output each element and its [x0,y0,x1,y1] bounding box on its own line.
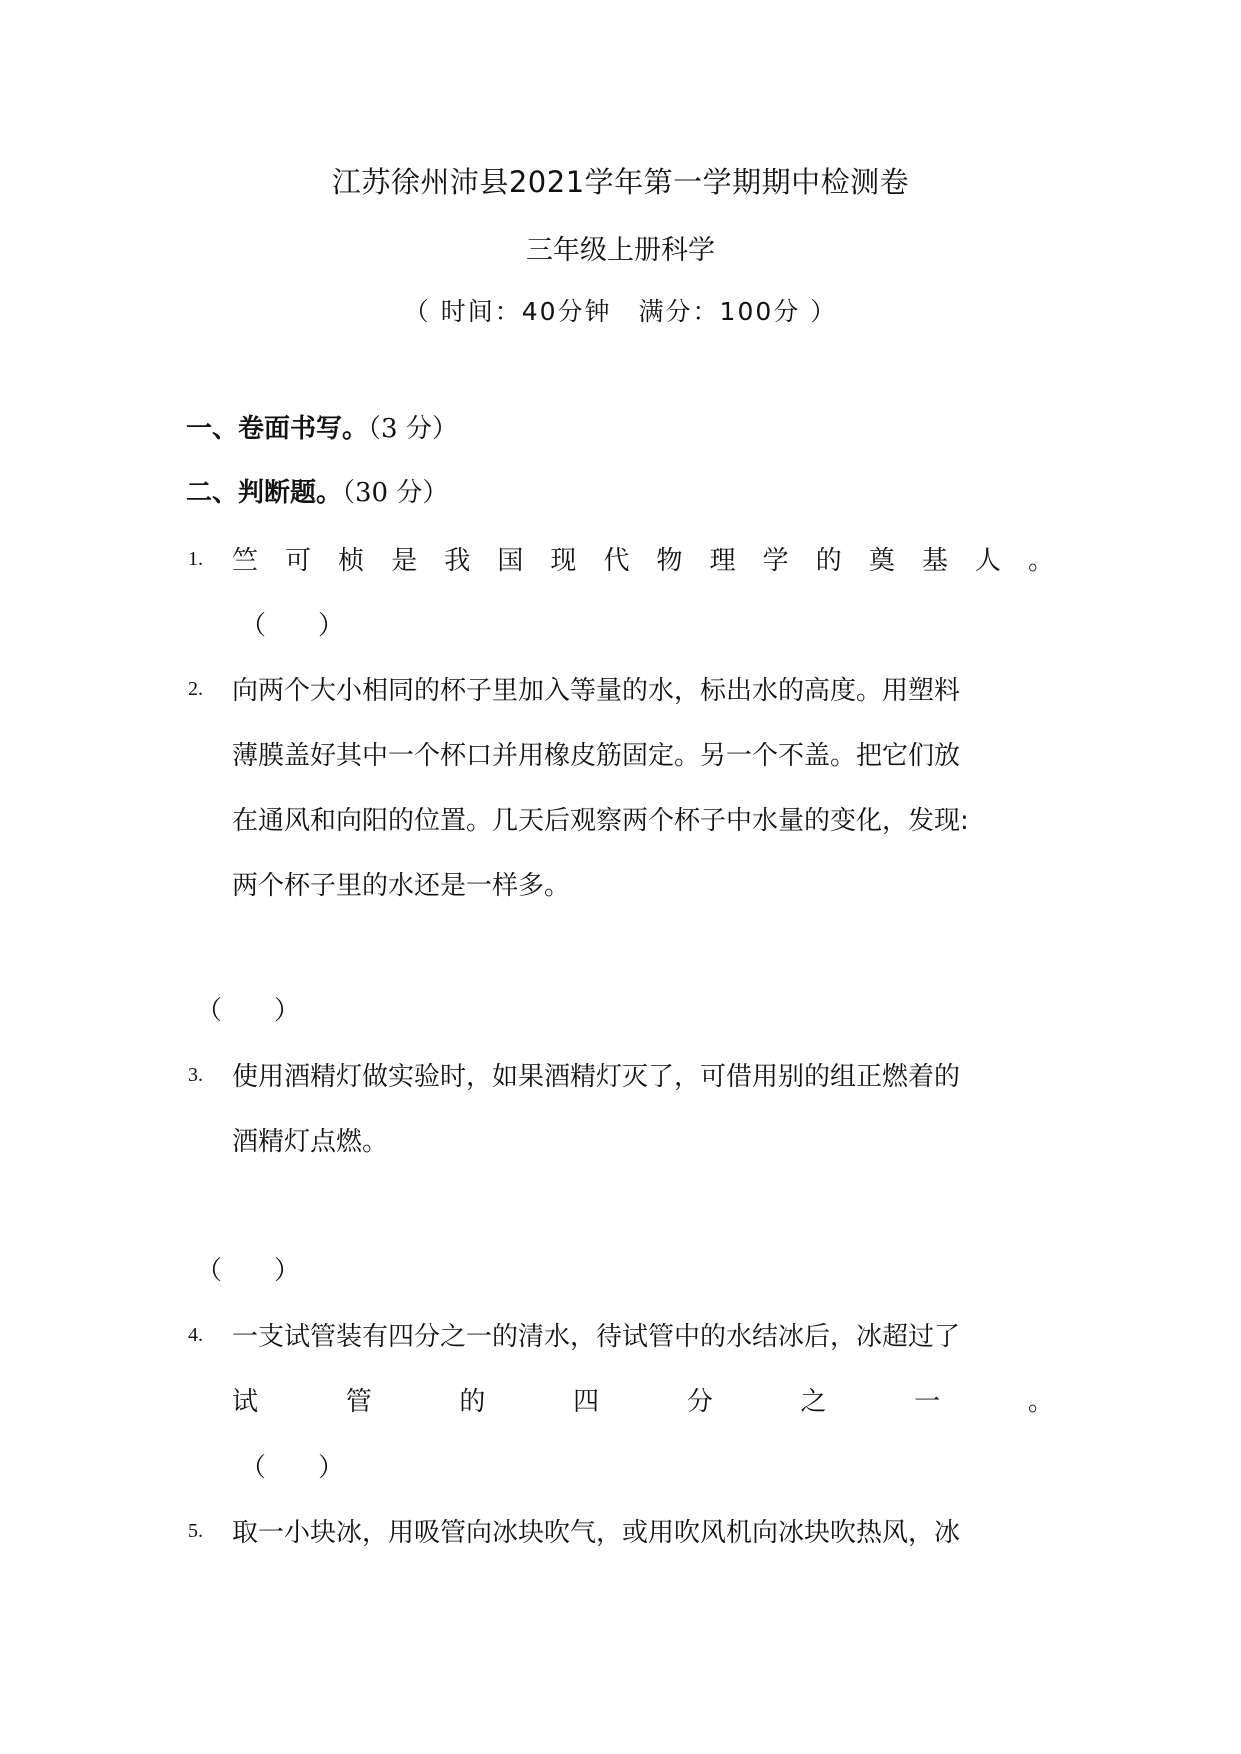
question-char: 代 [603,546,630,576]
question-char: 。 [1027,1387,1054,1417]
question-char: 竺 [232,546,259,576]
question-char: 管 [345,1387,372,1417]
question-char: 。 [1027,546,1054,576]
question-4-line: 一支试管装有四分之一的清水，待试管中的水结冰后，冰超过了 [232,1322,961,1352]
exam-subtitle: 三年级上册科学 [526,235,715,266]
question-char: 基 [921,546,948,576]
question-5-line: 取一小块冰，用吸管向冰块吹气，或用吹风机向冰块吹热风，冰 [232,1518,961,1548]
answer-parentheses[interactable]: （ ） [196,996,301,1026]
question-number: 2. [188,678,203,700]
exam-title: 江苏徐州沛县2021学年第一学期期中检测卷 [331,165,910,199]
question-char: 一 [914,1387,941,1417]
question-char: 试 [232,1387,259,1417]
question-char: 的 [459,1387,486,1417]
question-2-line: 向两个大小相同的杯子里加入等量的水，标出水的高度。用塑料 [232,676,961,706]
exam-time-score: （ 时间：40分钟 满分：100分 ） [403,297,838,326]
question-char: 桢 [338,546,365,576]
question-2-line: 薄膜盖好其中一个杯口并用橡皮筋固定。另一个不盖。把它们放 [232,741,961,771]
question-char: 理 [709,546,736,576]
section-points: （30 分） [342,478,449,508]
question-char: 分 [686,1387,713,1417]
question-char: 现 [550,546,577,576]
question-3-line: 酒精灯点燃。 [232,1127,389,1157]
answer-parentheses[interactable]: （ ） [196,1256,301,1286]
question-char: 我 [444,546,471,576]
question-char: 之 [800,1387,827,1417]
question-char: 奠 [868,546,895,576]
question-number: 1. [188,548,203,570]
question-char: 人 [974,546,1001,576]
section-true-false [186,472,448,509]
question-number: 5. [188,1520,203,1542]
question-char: 四 [573,1387,600,1417]
answer-parentheses[interactable]: （ ） [240,611,345,641]
question-1-text [232,540,1054,577]
section-points: （3 分） [368,414,458,444]
answer-parentheses[interactable]: （ ） [240,1453,345,1483]
question-char: 国 [497,546,524,576]
question-number: 3. [188,1064,203,1086]
question-2-line: 在通风和向阳的位置。几天后观察两个杯子中水量的变化，发现: [232,806,969,836]
question-char: 是 [391,546,418,576]
question-2-line: 两个杯子里的水还是一样多。 [232,871,571,901]
question-number: 4. [188,1324,203,1346]
question-char: 可 [285,546,312,576]
section-handwriting [186,408,458,445]
question-4-spread-line [232,1381,1054,1418]
question-char: 物 [656,546,683,576]
section-heading: 二、判断题。 [186,478,343,508]
section-heading: 一、卷面书写。 [186,414,369,444]
question-char: 的 [815,546,842,576]
question-3-line: 使用酒精灯做实验时，如果酒精灯灭了，可借用别的组正燃着的 [232,1062,961,1092]
question-char: 学 [762,546,789,576]
